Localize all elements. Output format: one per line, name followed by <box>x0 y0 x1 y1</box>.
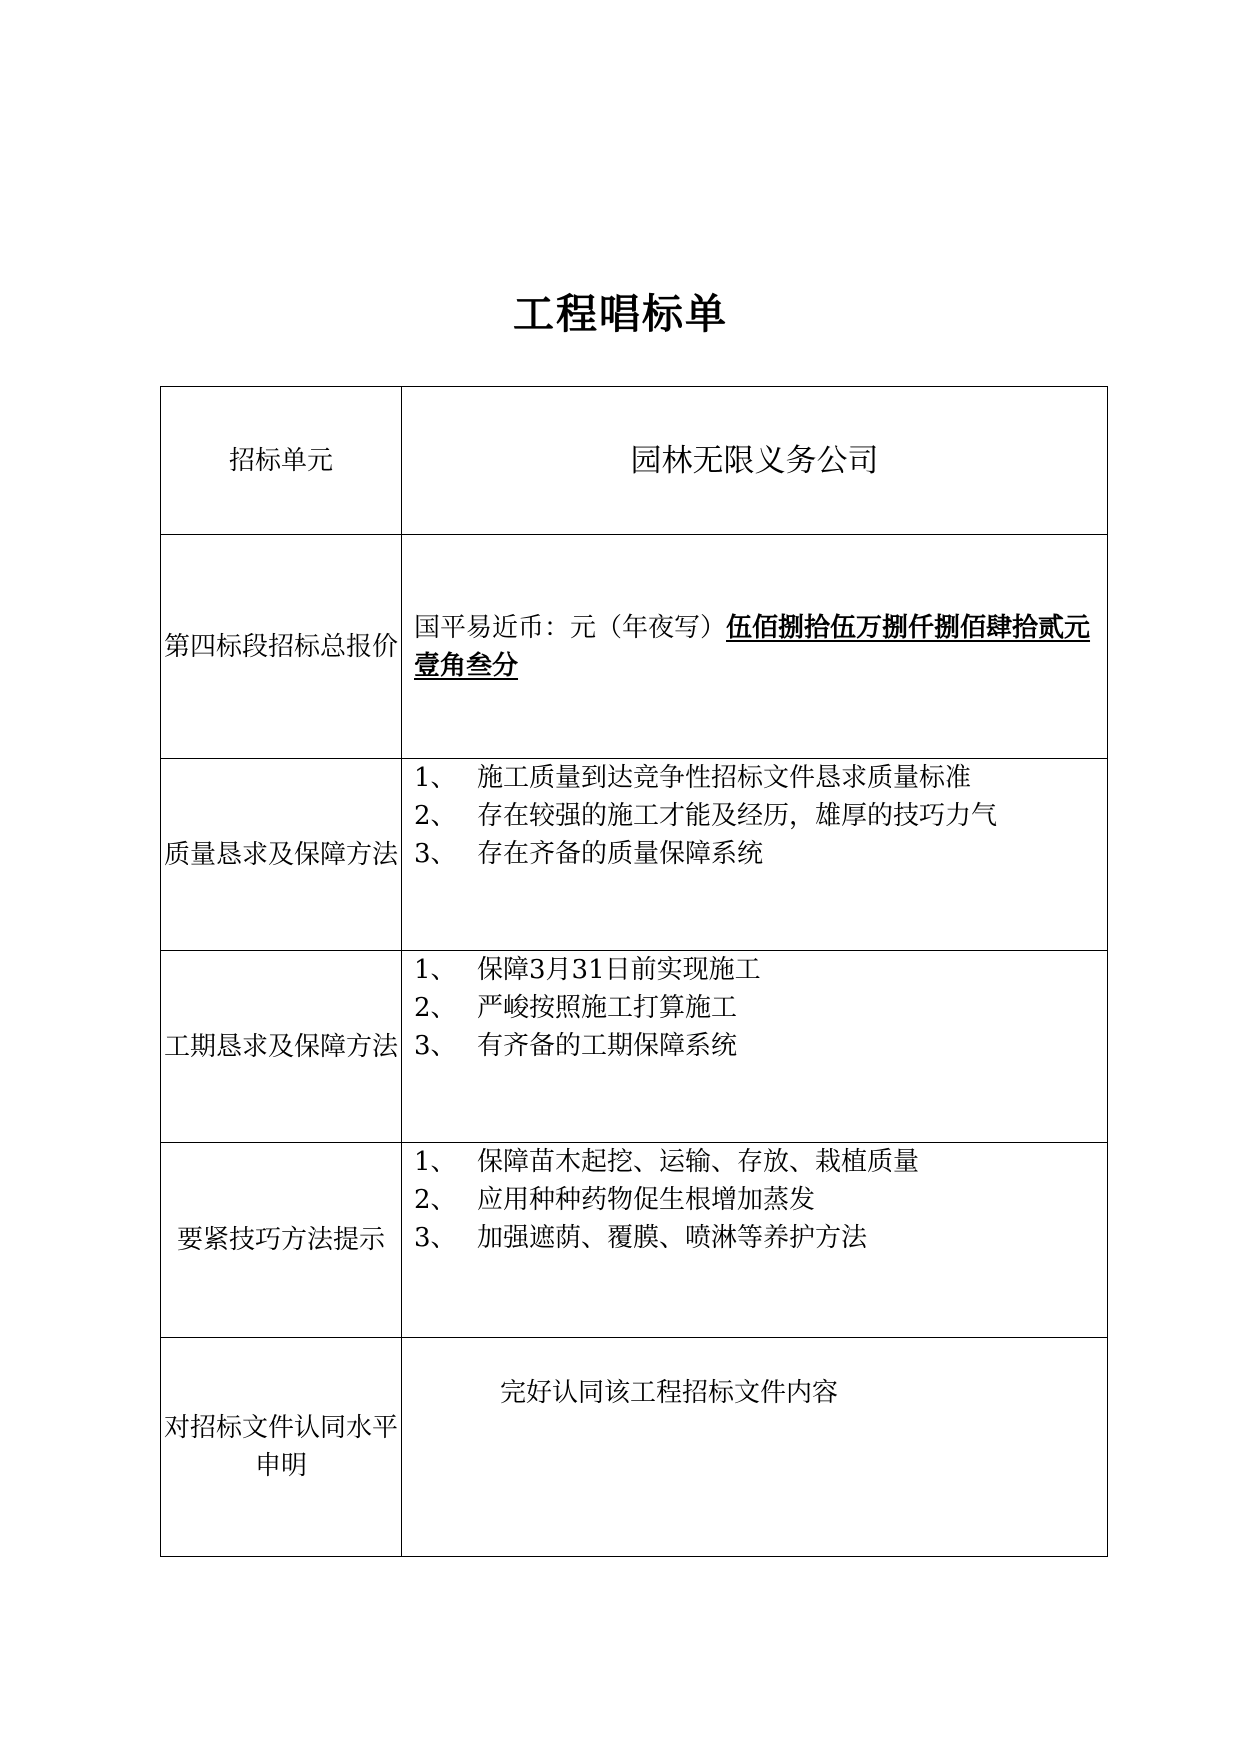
list-item-number: 3、 <box>414 1031 457 1061</box>
list-item-number: 1、 <box>414 763 457 793</box>
list-item-text: 应用种种药物促生根增加蒸发 <box>477 1185 816 1215</box>
list-item-number: 3、 <box>414 1223 457 1253</box>
list-item-number: 1、 <box>414 955 457 985</box>
schedule-value-cell <box>402 951 1108 1143</box>
list-item-number: 2、 <box>414 993 457 1023</box>
technique-list <box>402 1143 1107 1257</box>
schedule-label: 工期恳求及保障方法 <box>161 951 402 1143</box>
price-value-cell <box>402 535 1108 759</box>
technique-label: 要紧技巧方法提示 <box>161 1143 402 1338</box>
price-text <box>402 609 1107 685</box>
statement-value-cell <box>402 1338 1108 1557</box>
unit-value-cell <box>402 387 1108 535</box>
table-row-technique <box>161 1143 1108 1338</box>
list-item-text: 保障苗木起挖、运输、存放、栽植质量 <box>477 1147 920 1177</box>
statement-text: 完好认同该工程招标文件内容 <box>500 1378 839 1408</box>
quality-list <box>402 759 1107 873</box>
list-item <box>402 1181 1107 1219</box>
list-item-text: 严峻按照施工打算施工 <box>477 993 738 1023</box>
price-label: 第四标段招标总报价 <box>161 535 402 759</box>
table-row-schedule <box>161 951 1108 1143</box>
list-item-number: 2、 <box>414 1185 457 1215</box>
table-row-unit <box>161 387 1108 535</box>
quality-value-cell <box>402 759 1108 951</box>
list-item-number: 1、 <box>414 1147 457 1177</box>
unit-label: 招标单元 <box>161 387 402 535</box>
document-title: 工程唱标单 <box>513 290 728 338</box>
statement-label: 对招标文件认同水平申明 <box>161 1338 402 1557</box>
schedule-list <box>402 951 1107 1065</box>
table-row-quality <box>161 759 1108 951</box>
technique-value-cell <box>402 1143 1108 1338</box>
list-item-number: 2、 <box>414 801 457 831</box>
list-item <box>402 951 1107 989</box>
quality-label: 质量恳求及保障方法 <box>161 759 402 951</box>
list-item <box>402 759 1107 797</box>
list-item <box>402 989 1107 1027</box>
list-item <box>402 1027 1107 1065</box>
table-row-price <box>161 535 1108 759</box>
list-item-text: 加强遮荫、覆膜、喷淋等养护方法 <box>477 1223 868 1253</box>
table-row-statement <box>161 1338 1108 1557</box>
list-item-text: 施工质量到达竞争性招标文件恳求质量标准 <box>477 763 972 793</box>
list-item <box>402 835 1107 873</box>
list-item-number: 3、 <box>414 839 457 869</box>
company-name: 园林无限义务公司 <box>630 442 879 479</box>
list-item <box>402 1143 1107 1181</box>
list-item-text: 有齐备的工期保障系统 <box>477 1031 738 1061</box>
list-item <box>402 797 1107 835</box>
price-prefix: 国平易近币：元（年夜写） <box>414 612 727 643</box>
list-item-text: 保障3月31日前实现施工 <box>477 955 761 985</box>
list-item-text: 存在较强的施工才能及经历，雄厚的技巧力气 <box>477 801 998 831</box>
list-item-text: 存在齐备的质量保障系统 <box>477 839 764 869</box>
list-item <box>402 1219 1107 1257</box>
price-amount: 伍佰捌拾伍万捌仟捌佰肆拾贰元壹角叁分 <box>414 612 1091 681</box>
bid-table <box>160 386 1108 1557</box>
